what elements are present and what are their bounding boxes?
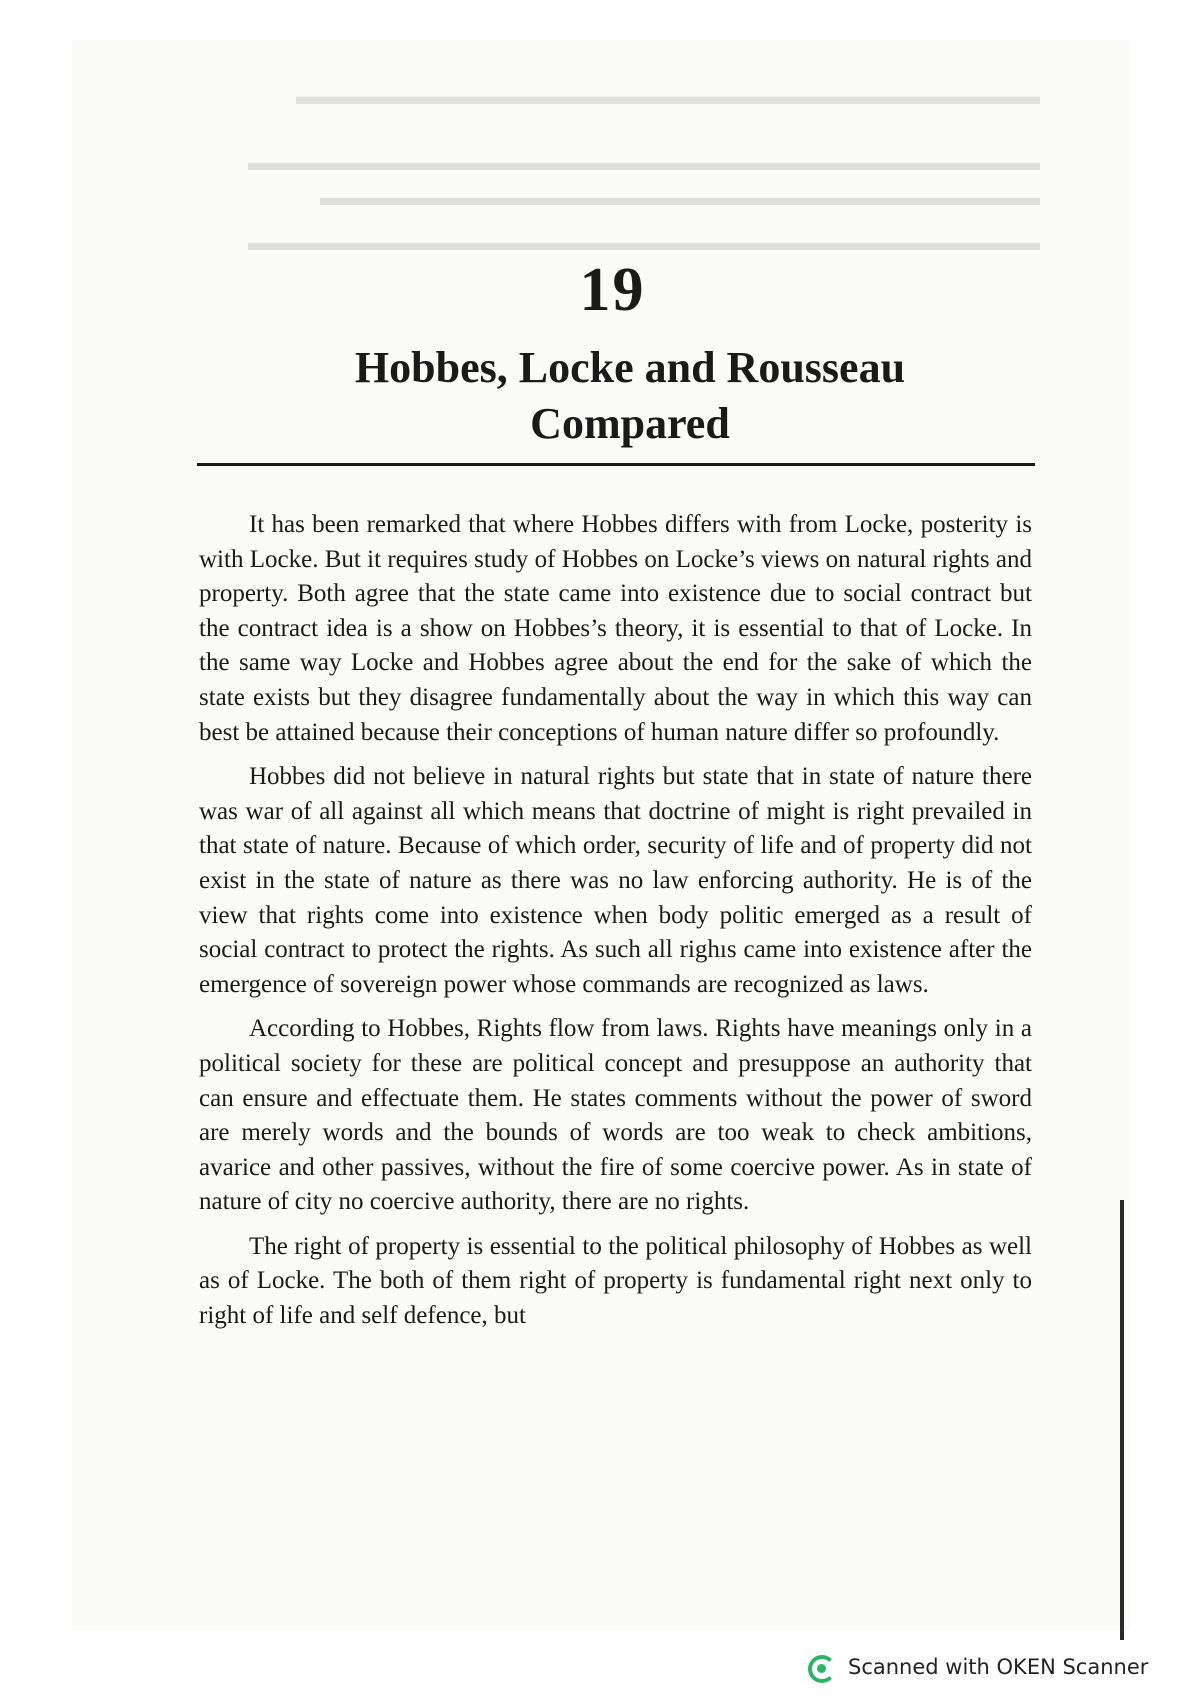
bleed-through-texture: ▬▬▬▬▬▬▬▬▬▬▬▬▬▬▬▬▬▬▬▬▬▬▬▬▬▬▬▬▬▬▬▬▬ (248, 230, 1040, 256)
chapter-title (200, 340, 1060, 452)
bleed-through-texture: ▬▬▬▬▬▬▬▬▬▬▬▬▬▬▬▬▬▬▬▬▬▬▬▬▬▬▬▬▬▬▬ (296, 84, 1040, 110)
bleed-through-texture: ▬▬▬▬▬▬▬▬▬▬▬▬▬▬▬▬▬▬▬▬▬▬▬▬▬▬▬▬▬▬ (320, 185, 1040, 211)
chapter-number: 19 (579, 256, 646, 324)
paragraph: It has been remarked that where Hobbes differs with from Locke, posterity is with Locke. But it requires study of Hobbes on Locke’s views on natural rights and property. Both agree that the state came into existence due to social contract but the contract idea is a show on Hobbes’s theory, it is essential to that of Locke. In the same way Locke and Hobbes agree about the end for the sake of which the state exists but they disagree fundamentally about the way in which this way can best be attained because their conceptions of human nature differ so profoundly. (199, 511, 1032, 746)
chapter-title-line-1: Hobbes, Locke and Rousseau (354, 343, 906, 392)
scanner-label: Scanned with OKEN Scanner (848, 1655, 1149, 1679)
chapter-title-line-2: Compared (530, 399, 730, 448)
paragraph: Hobbes did not believe in natural rights but state that in state of nature there was war of all against all which means that doctrine of might is right prevailed in that state of nature. Because of which order, security of life and of property did not exist in the state of nature as there was no law enforcing authority. He is of the view that rights come into existence when body politic emerged as a result of social contract to protect the rights. As such all righıs came into existence after the emergence of sovereign power whose commands are recognized as laws. (199, 763, 1032, 998)
paragraph: According to Hobbes, Rights flow from laws. Rights have meanings only in a political society for these are political concept and presuppose an authority that can ensure and effectuate them. He states comments without the power of sword are merely words and the bounds of words are too weak to check ambitions, avarice and other passives, without the fire of some coercive power. As in state of nature of city no coercive authority, there are no rights. (199, 1015, 1032, 1216)
bleed-through-texture: ▬▬▬▬▬▬▬▬▬▬▬▬▬▬▬▬▬▬▬▬▬▬▬▬▬▬▬▬▬▬▬▬▬ (248, 150, 1040, 176)
oken-scanner-logo-icon (806, 1652, 836, 1682)
chapter-body (199, 508, 1032, 1334)
page-edge-shadow (1120, 1200, 1124, 1640)
title-divider (197, 463, 1035, 466)
scanner-watermark (806, 1652, 1148, 1682)
paragraph: The right of property is essential to the political philosophy of Hobbes as well as of Locke. The both of them right of property is fundamental right next only to right of life and self defence, but (199, 1232, 1032, 1330)
